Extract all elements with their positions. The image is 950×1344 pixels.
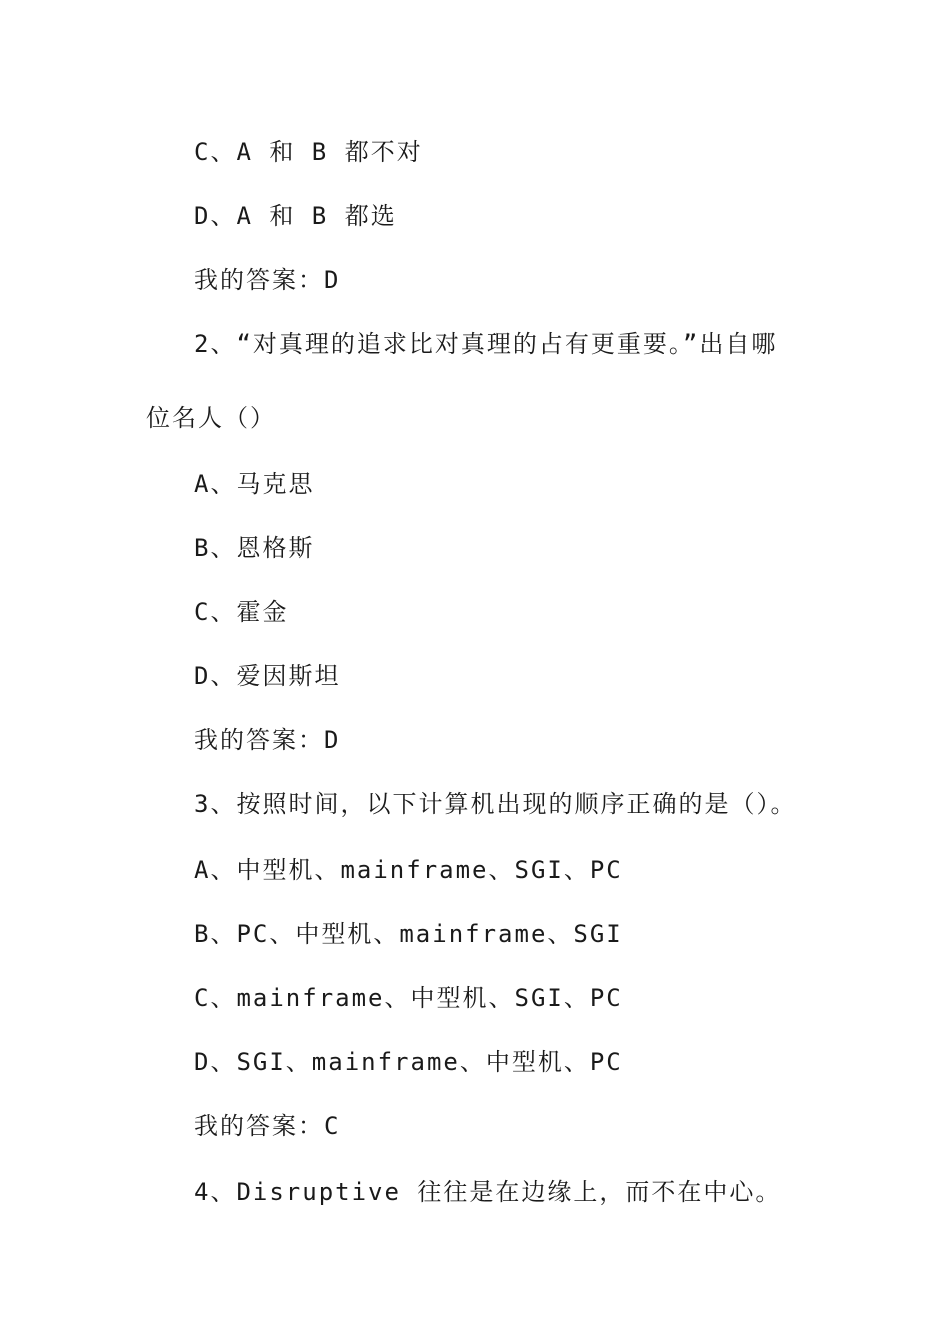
q2-question-line2: 位名人（） [146,404,276,432]
q1-my-answer: 我的答案：D [194,266,341,294]
q4-question: 4、Disruptive 往往是在边缘上，而不在中心。 [194,1178,782,1206]
q3-option-b: B、PC、中型机、mainframe、SGI [194,920,623,948]
q1-option-c: C、A 和 B 都不对 [194,138,423,166]
q3-option-a: A、中型机、mainframe、SGI、PC [194,856,623,884]
q1-option-d: D、A 和 B 都选 [194,202,397,230]
q3-option-d: D、SGI、mainframe、中型机、PC [194,1048,623,1076]
q3-my-answer: 我的答案：C [194,1112,341,1140]
q2-option-d: D、爱因斯坦 [194,662,341,690]
q2-option-b: B、恩格斯 [194,534,315,562]
q2-option-a: A、马克思 [194,470,315,498]
q2-my-answer: 我的答案：D [194,726,341,754]
q3-question: 3、按照时间，以下计算机出现的顺序正确的是（）。 [194,790,797,818]
q3-option-c: C、mainframe、中型机、SGI、PC [194,984,623,1012]
q2-question-line1: 2、“对真理的追求比对真理的占有更重要。”出自哪 [194,330,778,358]
q2-option-c: C、霍金 [194,598,289,626]
